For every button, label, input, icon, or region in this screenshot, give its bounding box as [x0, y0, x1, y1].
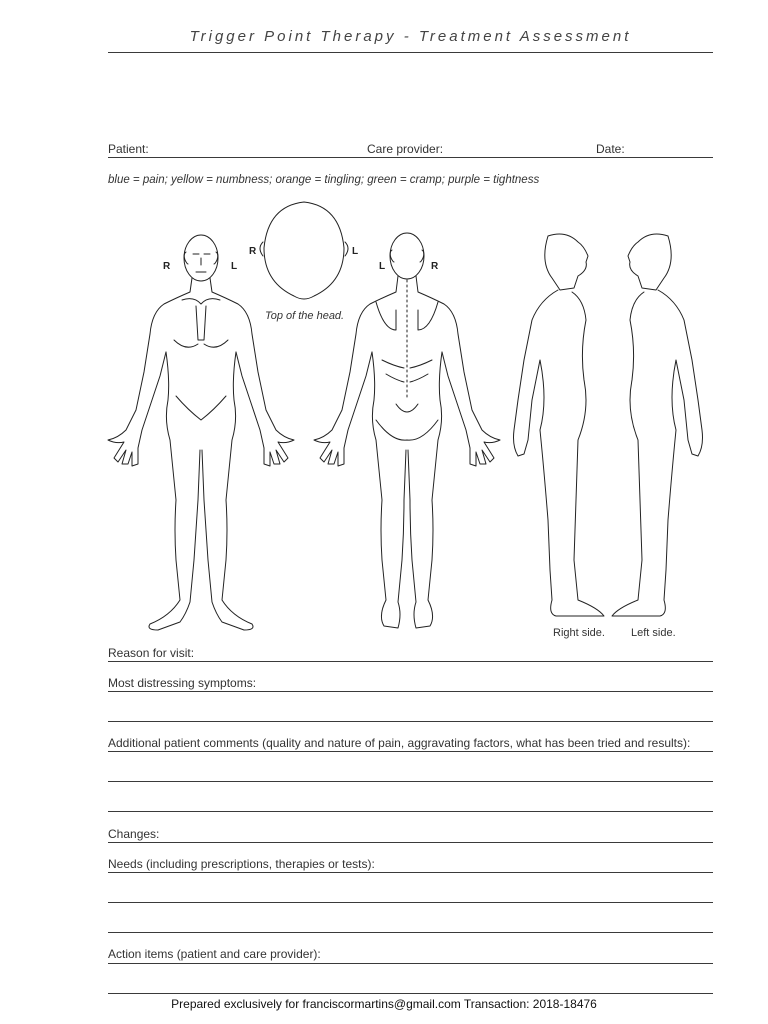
- back-left-marker: L: [379, 261, 386, 272]
- front-left-marker: L: [231, 261, 238, 272]
- comments-line-1[interactable]: [108, 751, 713, 752]
- patient-label: Patient:: [108, 142, 149, 156]
- date-label: Date:: [596, 142, 625, 156]
- symptoms-label: Most distressing symptoms:: [108, 676, 257, 690]
- needs-line-1[interactable]: [108, 872, 713, 873]
- symptoms-line-2[interactable]: [108, 721, 713, 722]
- comments-label: Additional patient comments (quality and nature of pain, aggravating factors, what has been tried and results):: [108, 736, 691, 750]
- left-side-figure: [612, 234, 703, 616]
- front-right-marker: R: [163, 261, 171, 272]
- right-side-caption: Right side.: [553, 627, 605, 639]
- color-legend: blue = pain; yellow = numbness; orange = tingling; green = cramp; purple = tightness: [108, 174, 540, 186]
- reason-for-visit-line[interactable]: [108, 661, 713, 662]
- comments-line-3[interactable]: [108, 811, 713, 812]
- document-title: Trigger Point Therapy - Treatment Assessment: [189, 28, 632, 45]
- back-right-marker: R: [431, 261, 439, 272]
- care-provider-label: Care provider:: [367, 142, 444, 156]
- action-items-label: Action items (patient and care provider):: [108, 947, 321, 961]
- action-items-line-1[interactable]: [108, 963, 713, 964]
- changes-label: Changes:: [108, 827, 160, 841]
- front-body-figure: [108, 235, 294, 630]
- action-items-line-2[interactable]: [108, 993, 713, 994]
- needs-label: Needs (including prescriptions, therapies or tests):: [108, 857, 375, 871]
- left-side-caption: Left side.: [631, 627, 676, 639]
- comments-line-2[interactable]: [108, 781, 713, 782]
- reason-for-visit-label: Reason for visit:: [108, 646, 195, 660]
- changes-line[interactable]: [108, 842, 713, 843]
- right-side-figure: [514, 234, 605, 616]
- head-right-marker: R: [249, 246, 257, 257]
- symptoms-line-1[interactable]: [108, 691, 713, 692]
- needs-line-3[interactable]: [108, 932, 713, 933]
- needs-line-2[interactable]: [108, 902, 713, 903]
- back-body-figure: [314, 233, 500, 628]
- top-of-head-figure: [260, 202, 348, 299]
- head-left-marker: L: [352, 246, 359, 257]
- top-of-head-caption: Top of the head.: [265, 310, 345, 322]
- footer-note: Prepared exclusively for franciscormartins@gmail.com Transaction: 2018-18476: [171, 997, 597, 1011]
